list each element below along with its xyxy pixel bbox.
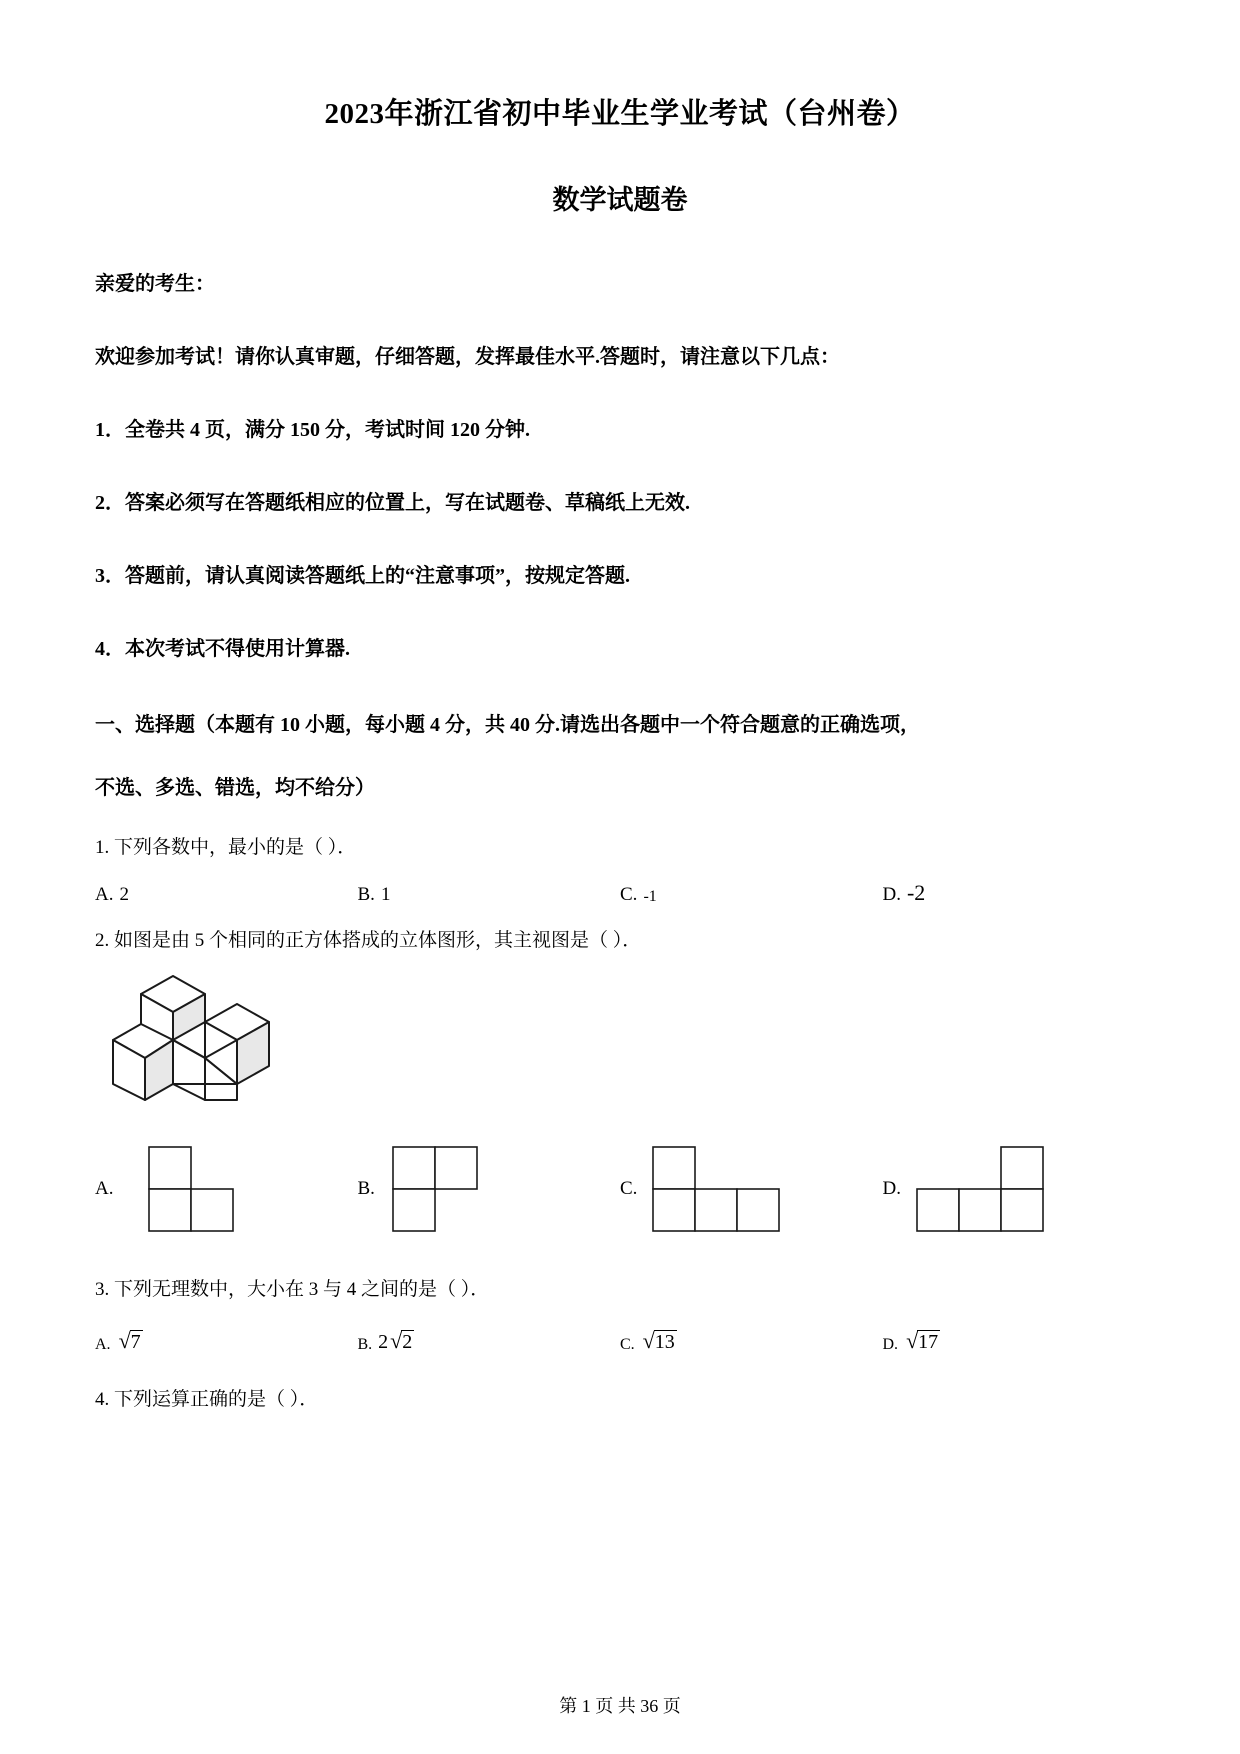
question-1-option-c[interactable] [620,880,883,906]
question-3-option-c[interactable] [620,1328,883,1354]
radical-expression: √17 [906,1327,939,1353]
question-2-options [95,1106,1145,1244]
option-label: B. [357,883,375,905]
option-label: A. [95,1178,114,1200]
question-3-stem: 3. 下列无理数中，大小在 3 与 4 之间的是（ ）． [95,1279,490,1301]
option-label: D. [882,1178,901,1200]
question-2-stem: 2. 如图是由 5 个相同的正方体搭成的立体图形，其主视图是（ ）． [95,929,642,951]
question-3-options [95,1304,1145,1354]
salutation: 亲爱的考生： [95,273,215,296]
question-2-option-c[interactable] [620,1134,883,1244]
notice-item-2: 2．答案必须写在答题纸相应的位置上，写在试题卷、草稿纸上无效. [95,492,690,515]
question-3-option-b[interactable] [358,1328,621,1354]
question-2-option-d[interactable] [883,1134,1146,1244]
notice-item-3: 3．答题前，请认真阅读答题纸上的“注意事项”，按规定答题. [95,565,630,588]
option-label: B. [357,1178,375,1200]
question-1-option-b[interactable] [358,880,621,906]
radicand: 17 [918,1330,939,1353]
five-cube-solid-figure [95,954,1145,1106]
option-label: C. [620,883,638,905]
question-3-option-d[interactable] [883,1328,1146,1354]
notice-lead: 欢迎参加考试！请你认真审题，仔细答题，发挥最佳水平.答题时，请注意以下几点： [95,346,840,369]
question-1-option-a[interactable] [95,880,358,906]
front-view-grid-d-icon [907,1139,1047,1239]
section-heading-choice-cont: 不选、多选、错选，均不给分） [95,777,375,800]
front-view-grid-a-icon [119,1139,239,1239]
question-1-stem: 1. 下列各数中，最小的是（ ）． [95,837,357,859]
radical-expression: √13 [642,1327,675,1353]
question-1-options [95,862,1145,906]
page-title: 2023年浙江省初中毕业生学业考试（台州卷） [324,98,916,130]
option-value: 1 [380,883,391,905]
radicand: 7 [130,1330,141,1353]
notice-item-1: 1．全卷共 4 页，满分 150 分，考试时间 120 分钟. [95,419,530,442]
front-view-grid-c-icon [643,1139,783,1239]
question-2-option-a[interactable] [95,1134,358,1244]
section-heading-choice: 一、选择题（本题有 10 小题，每小题 4 分，共 40 分.请选出各题中一个符合题意的正确选项， [95,714,920,737]
option-label: A. [95,1335,111,1353]
radical-expression: √7 [118,1327,141,1353]
option-value: -2 [906,879,926,905]
question-4-stem: 4. 下列运算正确的是（ ）． [95,1388,319,1410]
question-2-option-b[interactable] [358,1134,621,1244]
option-label: B. [357,1335,373,1353]
option-label: A. [95,883,114,905]
front-view-grid-b-icon [381,1139,501,1239]
option-value: -1 [643,887,657,905]
page-subtitle: 数学试题卷 [552,184,688,215]
option-label: C. [620,1335,635,1353]
option-label: D. [882,883,901,905]
page-footer: 第 1 页 共 36 页 [559,1696,681,1716]
option-value: 2 [119,883,129,905]
question-1-option-d[interactable] [883,880,1146,906]
option-label: D. [882,1335,899,1353]
coefficient: 2 [378,1330,389,1353]
option-label: C. [620,1178,638,1200]
radicand: 2 [402,1330,413,1353]
five-cube-solid-icon [105,966,335,1101]
question-3-option-a[interactable] [95,1328,358,1354]
radicand: 13 [654,1330,675,1353]
radical-expression: √2 [390,1327,413,1353]
notice-item-4: 4．本次考试不得使用计算器. [95,638,350,661]
